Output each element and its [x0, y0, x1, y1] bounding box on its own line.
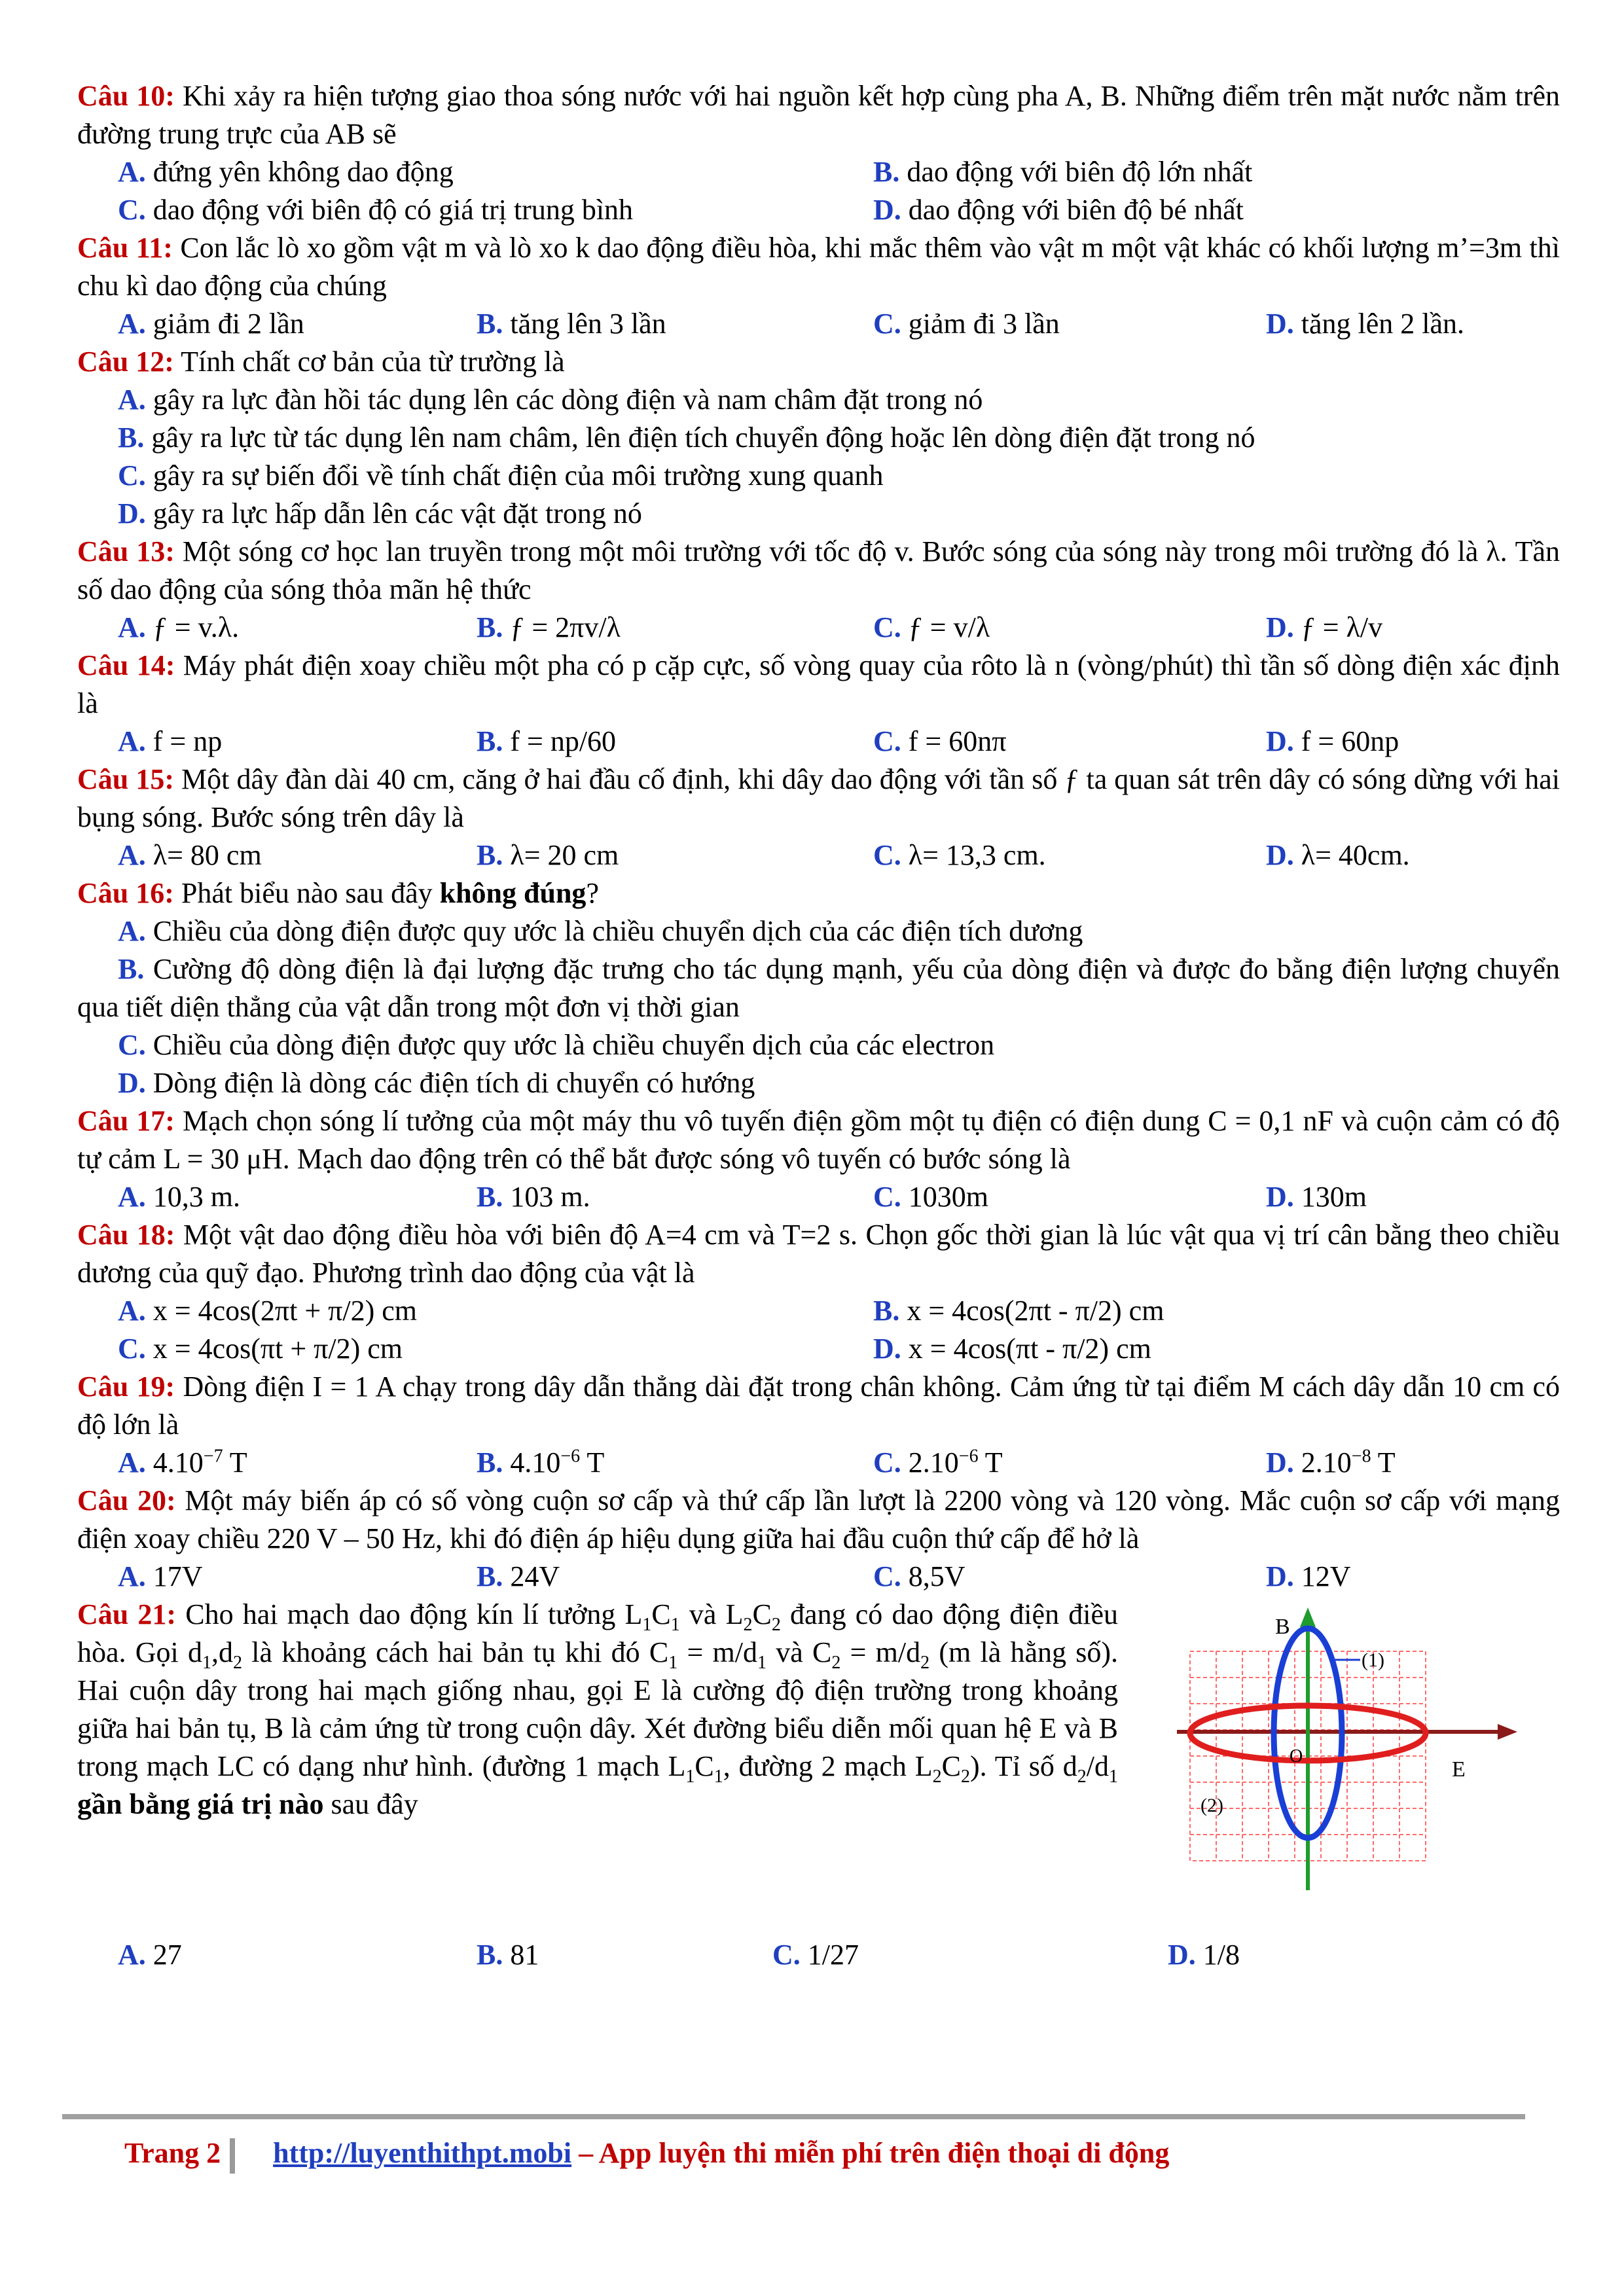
option-c: C. f = 60nπ — [873, 725, 1007, 757]
question-label: Câu 14: — [77, 649, 175, 681]
question-12 — [77, 343, 1560, 381]
curve-1-label: (1) — [1362, 1649, 1384, 1671]
question-text: Máy phát điện xoay chiều một pha có p cặp cực, số vòng quay của rôto là n (vòng/phút) thì tần số dòng điện xác định là — [77, 649, 1560, 719]
option-b: B. 24V — [477, 1560, 560, 1592]
options-row — [77, 305, 1560, 343]
option-b: B. λ= 20 cm — [477, 839, 619, 871]
option-d: D. x = 4cos(πt - π/2) cm — [873, 1333, 1151, 1365]
option-d: D. dao động với biên độ bé nhất — [873, 194, 1244, 226]
question-21 — [77, 1596, 1560, 1936]
options-row — [77, 191, 1560, 229]
website-link[interactable]: http://luyenthithpt.mobi — [273, 2137, 572, 2169]
question-label: Câu 13: — [77, 535, 175, 567]
option-c: C. dao động với biên độ có giá trị trung bình — [118, 194, 634, 226]
question-label: Câu 12: — [77, 346, 174, 378]
options-row — [77, 836, 1560, 874]
option-b: B. f = np/60 — [477, 725, 617, 757]
option-b: B. $4.10^{-6}$ T — [477, 1446, 605, 1479]
option-d: D. f = 60np — [1266, 725, 1399, 757]
option-b: B. ƒ = 2πv/λ — [477, 611, 621, 643]
option-d: D. $2.10^{-8}$ T — [1266, 1446, 1396, 1479]
option-c: C. λ= 13,3 cm. — [873, 839, 1046, 871]
option-a: A. λ= 80 cm — [118, 839, 262, 871]
emphasis-text: gần bằng giá trị nào — [77, 1788, 324, 1820]
footer-divider — [62, 2114, 1525, 2119]
option-d: D. λ= 40cm. — [1266, 839, 1410, 871]
option-a: A. ƒ = v.λ. — [118, 611, 240, 643]
option-b: B. 81 — [477, 1939, 539, 1971]
option-a: A. gây ra lực đàn hồi tác dụng lên các dòng điện và nam châm đặt trong nó — [118, 384, 983, 416]
question-label: Câu 18: — [77, 1219, 175, 1251]
option-c: C. 1030m — [873, 1181, 989, 1213]
question-19 — [77, 1368, 1560, 1444]
option-a: A. f = np — [118, 725, 223, 757]
page-number: Trang 2 — [124, 2137, 221, 2169]
option-c: C. gây ra sự biến đổi về tính chất điện của môi trường xung quanh — [118, 459, 884, 492]
option-c: C. Chiều của dòng điện được quy ước là chiều chuyển dịch của các electron — [118, 1029, 995, 1061]
footer-separator — [230, 2138, 235, 2174]
options-row — [77, 1444, 1560, 1482]
option-a: A. Chiều của dòng điện được quy ước là chiều chuyển dịch của các điện tích dương — [118, 915, 1083, 947]
options-row — [77, 1936, 1560, 1974]
question-text: Một dây đàn dài 40 cm, căng ở hai đầu cố định, khi dây dao động với tần số ƒ ta quan sát trên dây có sóng dừng với hai bụng sóng. Bước sóng trên dây là — [77, 763, 1560, 833]
options-row — [77, 153, 1560, 191]
options-row — [77, 1292, 1560, 1330]
question-label: Câu 17: — [77, 1105, 175, 1137]
option-b: B. 103 m. — [477, 1181, 590, 1213]
option-b: B. gây ra lực từ tác dụng lên nam châm, lên điện tích chuyển động hoặc lên dòng điện đặt trong nó — [118, 422, 1255, 454]
option-c: C. 8,5V — [873, 1560, 965, 1592]
curve-2-label: (2) — [1200, 1795, 1223, 1816]
option-a: A. 27 — [118, 1939, 182, 1971]
option-c: C. 1/27 — [772, 1939, 859, 1971]
option-a: A. $4.10^{-7}$ T — [118, 1446, 247, 1479]
question-text: Dòng điện I = 1 A chạy trong dây dẫn thẳng dài đặt trong chân không. Cảm ứng từ tại điểm M cách dây dẫn 10 cm có độ lớn là — [77, 1371, 1561, 1441]
options-row — [77, 1330, 1560, 1368]
question-label: Câu 20: — [77, 1484, 176, 1516]
options-row — [77, 1178, 1560, 1216]
question-text: Tính chất cơ bản của từ trường là — [173, 346, 565, 378]
option-c: C. x = 4cos(πt + π/2) cm — [118, 1333, 403, 1365]
b-axis-arrowhead — [1300, 1607, 1316, 1627]
question-label: Câu 21: — [77, 1598, 177, 1630]
exam-page — [77, 77, 1560, 1974]
question-18 — [77, 1216, 1560, 1292]
question-17 — [77, 1102, 1560, 1178]
option-a: A. 10,3 m. — [118, 1181, 241, 1213]
option-d: D. 130m — [1266, 1181, 1367, 1213]
option-b: B. tăng lên 3 lần — [477, 308, 666, 340]
b-axis-label: B — [1275, 1615, 1290, 1639]
question-label: Câu 15: — [77, 763, 174, 795]
option-b: B. Cường độ dòng điện là đại lượng đặc trưng cho tác dụng mạnh, yếu của dòng điện và được đo bằng điện lượng chuyển qua tiết diện thẳng của vật dẫn trong một đơn vị thời gian — [77, 953, 1560, 1023]
options-row — [77, 723, 1560, 761]
question-11 — [77, 229, 1560, 305]
option-b: B. x = 4cos(2πt - π/2) cm — [873, 1295, 1164, 1327]
option-a: A. giảm đi 2 lần — [118, 308, 304, 340]
e-axis-label: E — [1452, 1757, 1466, 1782]
emphasis-text: không đúng — [439, 877, 586, 909]
question-text: Mạch chọn sóng lí tưởng của một máy thu vô tuyến điện gồm một tụ điện có điện dung C = 0,1 nF và cuộn cảm có độ tự cảm L = 30 μH. Mạch dao động trên có thể bắt được sóng vô tuyến có bước sóng là — [77, 1105, 1560, 1175]
option-b: B. dao động với biên độ lớn nhất — [873, 156, 1253, 188]
question-10 — [77, 77, 1560, 153]
option-c: C. $2.10^{-6}$ T — [873, 1446, 1003, 1479]
option-a: A. 17V — [118, 1560, 203, 1592]
option-c: C. giảm đi 3 lần — [873, 308, 1060, 340]
option-a: A. x = 4cos(2πt + π/2) cm — [118, 1295, 417, 1327]
question-14 — [77, 647, 1560, 723]
footer-tagline: – App luyện thi miễn phí trên điện thoại di động — [571, 2137, 1170, 2169]
question-label: Câu 11: — [77, 232, 173, 264]
option-a: A. đứng yên không dao động — [118, 156, 454, 188]
question-16: Câu 16: Phát biểu nào sau đây không đúng? — [77, 877, 599, 909]
question-label: Câu 16: — [77, 877, 174, 909]
question-text: Một máy biến áp có số vòng cuộn sơ cấp và thứ cấp lần lượt là 2200 vòng và 120 vòng. Mắc cuộn sơ cấp với mạng điện xoay chiều 220 V – 50 Hz, khi đó điện áp hiệu dụng giữa hai đầu cuộn thứ cấp để hở là — [77, 1484, 1560, 1554]
option-d: D. Dòng điện là dòng các điện tích di chuyển có hướng — [118, 1067, 755, 1099]
origin-label: O — [1290, 1746, 1303, 1767]
option-d: D. 12V — [1266, 1560, 1351, 1592]
question-text: Một sóng cơ học lan truyền trong một môi trường với tốc độ v. Bước sóng của sóng này trong môi trường đó là λ. Tần số dao động của sóng thỏa mãn hệ thức — [77, 535, 1560, 605]
options-row — [77, 1558, 1560, 1596]
question-text: Khi xảy ra hiện tượng giao thoa sóng nước với hai nguồn kết hợp cùng pha A, B. Những điểm trên mặt nước nằm trên đường trung trực của AB sẽ — [77, 80, 1560, 150]
options-row — [77, 609, 1560, 647]
option-d: D. ƒ = λ/v — [1266, 611, 1383, 643]
e-axis-arrowhead — [1498, 1724, 1517, 1740]
page-footer — [124, 2136, 1169, 2174]
question-15 — [77, 761, 1560, 836]
option-d: D. tăng lên 2 lần. — [1266, 308, 1465, 340]
option-d: D. 1/8 — [1168, 1939, 1240, 1971]
e-b-relationship-figure — [1177, 1596, 1570, 1897]
question-text: Một vật dao động điều hòa với biên độ A=4 cm và T=2 s. Chọn gốc thời gian là lúc vật qua vị trí cân bằng theo chiều dương của quỹ đạo. Phương trình dao động của vật là — [77, 1219, 1561, 1289]
question-label: Câu 19: — [77, 1371, 175, 1403]
question-label: Câu 10: — [77, 80, 175, 112]
option-c: C. ƒ = v/λ — [873, 611, 990, 643]
option-d: D. gây ra lực hấp dẫn lên các vật đặt trong nó — [118, 497, 642, 529]
question-20 — [77, 1482, 1560, 1558]
question-13 — [77, 533, 1560, 609]
question-text: Con lắc lò xo gồm vật m và lò xo k dao động điều hòa, khi mắc thêm vào vật m một vật khác có khối lượng m’=3m thì chu kì dao động của chúng — [77, 232, 1560, 302]
question-text: Câu 21: Cho hai mạch dao động kín lí tưởng $L_1C_1$ và $L_2C_2$ đang có dao động điện điều hòa. Gọi $d_1,d_2$ là khoảng cách hai bản tụ khi đó $C_1 = m/d_1$ và $C_2 = m/d_2$ (m là hằng số). Hai cuộn dây trong hai mạch giống nhau, gọi E là cường độ điện trường trong khoảng giữa hai bản tụ, B là cảm ứng từ trong cuộn dây. Xét đường biểu diễn mối quan hệ E và B trong mạch LC có dạng như hình. (đường 1 mạch $L_1C_1$, đường 2 mạch $L_2C_2$). Tỉ số $d_2/d_1$ gần bằng giá trị nào sau đây — [77, 1598, 1119, 1820]
